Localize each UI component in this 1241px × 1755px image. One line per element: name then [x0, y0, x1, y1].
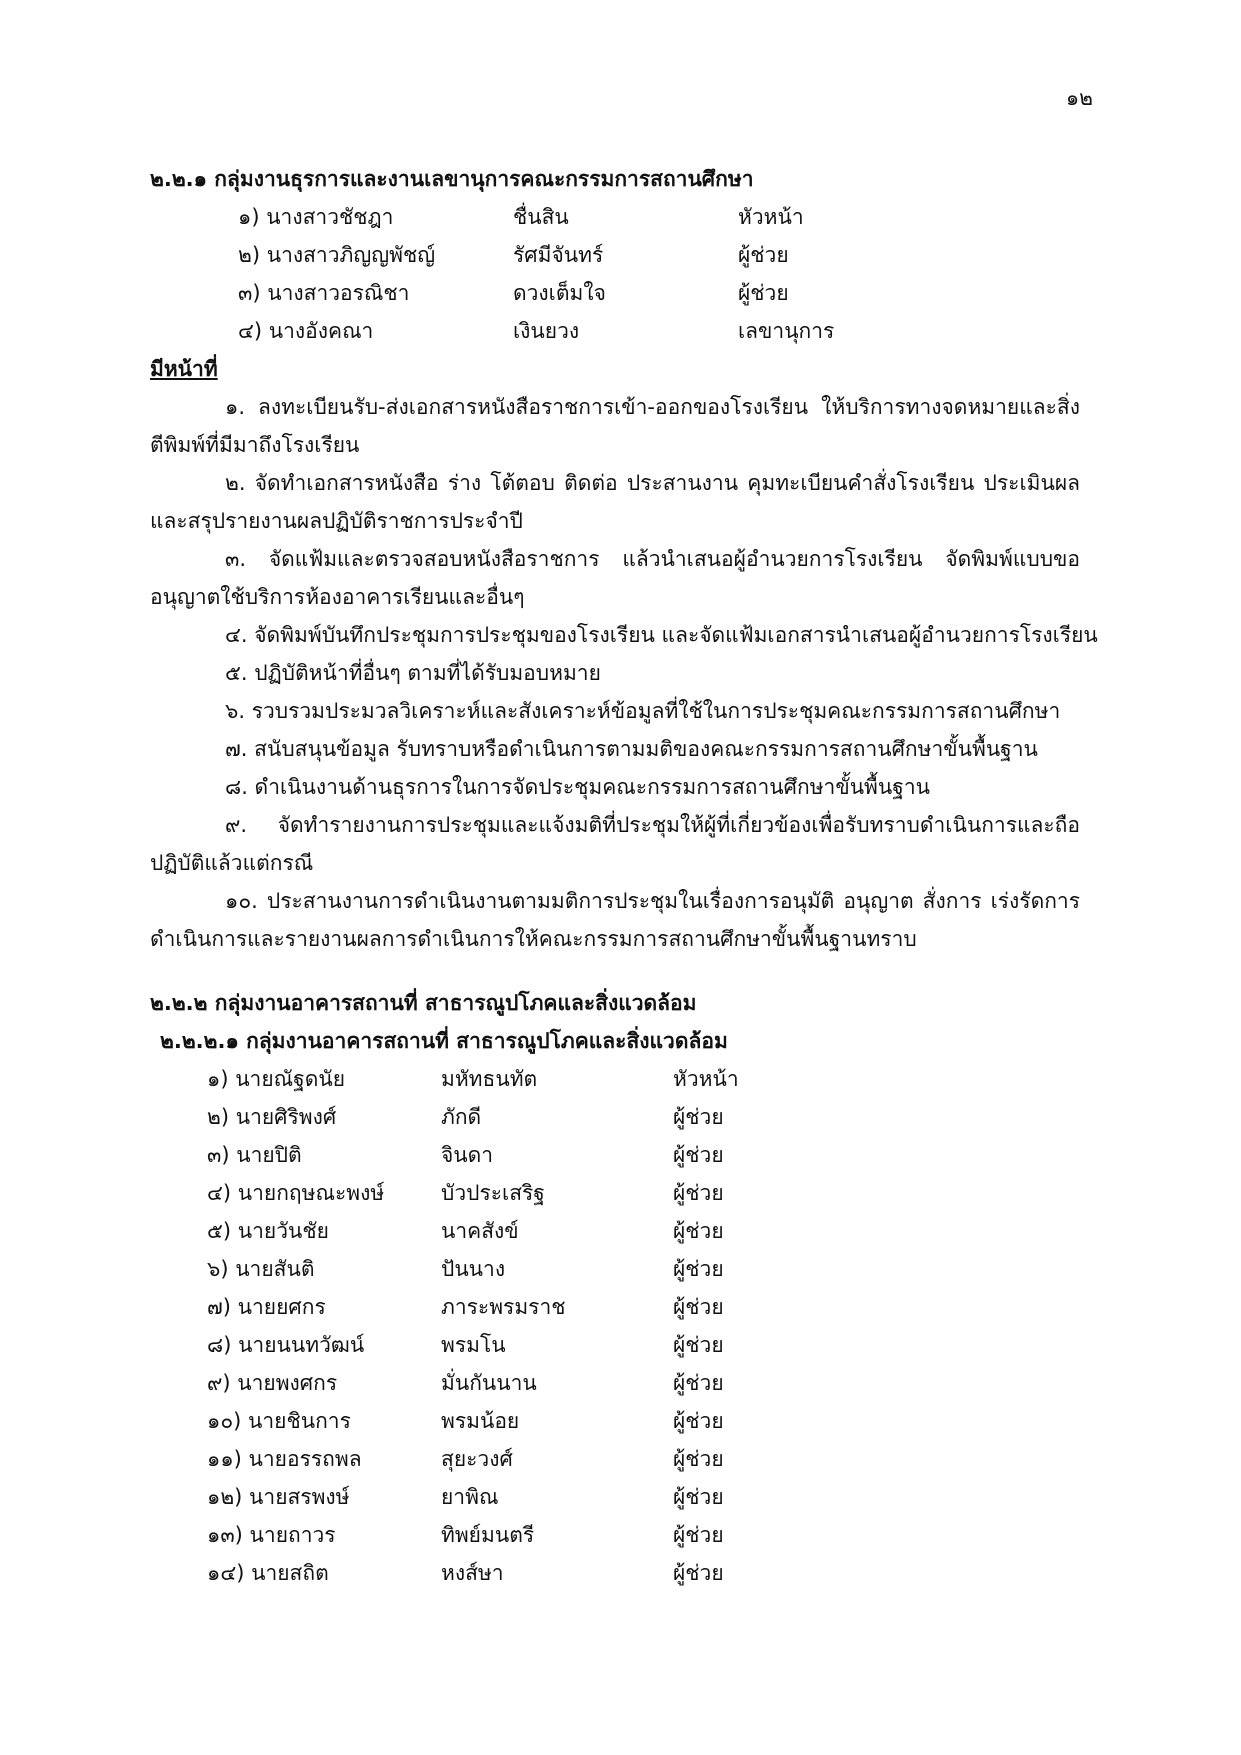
member-role: ผู้ช่วย [673, 1409, 724, 1433]
member-row [150, 1098, 1080, 1136]
member-name: ๑๓) นายถาวร [207, 1523, 336, 1547]
member-name: ๙) นายพงศกร [207, 1371, 338, 1395]
member-row [150, 1250, 1080, 1288]
member-surname: หงส์ษา [441, 1561, 504, 1585]
member-name: ๑) นางสาวชัชฎา [238, 205, 394, 229]
member-name: ๑๒) นายสรพงษ์ [207, 1485, 350, 1509]
duty-item: ๙. จัดทำรายงานการประชุมและแจ้งมติที่ประชุมให้ผู้ที่เกี่ยวข้องเพื่อรับทราบดำเนินการและถือปฏิบัติแล้วแต่กรณี [150, 813, 1080, 875]
member-surname: พรมน้อย [441, 1409, 520, 1433]
member-surname: สุยะวงศ์ [441, 1447, 513, 1471]
duties-list [150, 388, 1098, 958]
duty-item: ๒. จัดทำเอกสารหนังสือ ร่าง โต้ตอบ ติดต่อ ประสานงาน คุมทะเบียนคำสั่งโรงเรียน ประเมินผลและสรุปรายงานผลปฏิบัติราชการประจำปี [150, 471, 1080, 533]
member-name: ๒) นางสาวภิญญพัชญ์ [238, 243, 436, 267]
member-surname: ปันนาง [441, 1257, 506, 1281]
member-role: หัวหน้า [673, 1067, 739, 1091]
member-surname: ยาพิณ [441, 1485, 499, 1509]
duty-item: ๗. สนับสนุนข้อมูล รับทราบหรือดำเนินการตามมติของคณะกรรมการสถานศึกษาขั้นพื้นฐาน [225, 737, 1038, 761]
member-row [150, 1174, 1080, 1212]
member-row [150, 1554, 1080, 1592]
member-row [150, 198, 1080, 236]
member-role: ผู้ช่วย [673, 1295, 724, 1319]
member-role: ผู้ช่วย [673, 1257, 724, 1281]
member-name: ๓) นางสาวอรณิชา [238, 281, 410, 305]
member-surname: พรมโน [441, 1333, 506, 1357]
duty-item: ๓. จัดแฟ้มและตรวจสอบหนังสือราชการ แล้วนำเสนอผู้อำนวยการโรงเรียน จัดพิมพ์แบบขออนุญาตใช้บริการห้องอาคารเรียนและอื่นๆ [150, 547, 1080, 609]
member-row [150, 274, 1080, 312]
member-row [150, 1440, 1080, 1478]
member-row [150, 1478, 1080, 1516]
member-name: ๗) นายยศกร [207, 1295, 326, 1319]
section-2-heading: ๒.๒.๒ กลุ่มงานอาคารสถานที่ สาธารณูปโภคและสิ่งแวดล้อม [150, 991, 697, 1015]
member-row [150, 312, 1080, 350]
section-2-subheading: ๒.๒.๒.๑ กลุ่มงานอาคารสถานที่ สาธารณูปโภคและสิ่งแวดล้อม [160, 1029, 728, 1053]
member-name: ๓) นายปิติ [207, 1143, 302, 1167]
member-name: ๘) นายนนทวัฒน์ [207, 1333, 365, 1357]
member-name: ๔) นายกฤษณะพงษ์ [207, 1181, 385, 1205]
duties-heading: มีหน้าที่ [150, 357, 218, 381]
member-surname: เงินยวง [513, 319, 580, 343]
member-role: ผู้ช่วย [673, 1105, 724, 1129]
member-name: ๖) นายสันติ [207, 1257, 315, 1281]
section-spacer [150, 958, 1080, 984]
member-row [150, 1516, 1080, 1554]
member-role: ผู้ช่วย [673, 1181, 724, 1205]
member-row [150, 236, 1080, 274]
duty-item: ๘. ดำเนินงานด้านธุรการในการจัดประชุมคณะกรรมการสถานศึกษาขั้นพื้นฐาน [225, 775, 930, 799]
duty-item: ๔. จัดพิมพ์บันทึกประชุมการประชุมของโรงเรียน และจัดแฟ้มเอกสารนำเสนอผู้อำนวยการโรงเรียน [225, 623, 1098, 647]
member-row [150, 1288, 1080, 1326]
page-content [150, 160, 1098, 1592]
member-row [150, 1326, 1080, 1364]
member-role: ผู้ช่วย [673, 1523, 724, 1547]
member-role: ผู้ช่วย [673, 1561, 724, 1585]
member-row [150, 1060, 1080, 1098]
member-role: เลขานุการ [738, 319, 835, 343]
member-row [150, 1364, 1080, 1402]
member-role: ผู้ช่วย [738, 281, 789, 305]
member-surname: ชื่นสิน [513, 205, 569, 229]
member-row [150, 1136, 1080, 1174]
member-name: ๒) นายศิริพงศ์ [207, 1105, 337, 1129]
member-name: ๔) นางอังคณา [238, 319, 374, 343]
member-role: ผู้ช่วย [673, 1371, 724, 1395]
member-surname: จินดา [441, 1143, 494, 1167]
member-role: ผู้ช่วย [673, 1485, 724, 1509]
member-name: ๑๑) นายอรรถพล [207, 1447, 362, 1471]
member-role: ผู้ช่วย [673, 1447, 724, 1471]
page-number: ๑๒ [1065, 86, 1093, 110]
member-surname: มหัทธนทัต [441, 1067, 538, 1091]
member-surname: บัวประเสริฐ [441, 1181, 545, 1205]
member-role: ผู้ช่วย [673, 1219, 724, 1243]
member-name: ๑๐) นายชินการ [207, 1409, 351, 1433]
member-role: ผู้ช่วย [673, 1333, 724, 1357]
member-surname: ทิพย์มนตรี [441, 1523, 535, 1547]
member-name: ๑๔) นายสถิต [207, 1561, 329, 1585]
duty-item: ๕. ปฏิบัติหน้าที่อื่นๆ ตามที่ได้รับมอบหมาย [225, 661, 601, 685]
member-surname: มั่นกันนาน [441, 1371, 537, 1395]
member-surname: ภักดี [441, 1105, 482, 1129]
duty-item: ๖. รวบรวมประมวลวิเคราะห์และสังเคราะห์ข้อมูลที่ใช้ในการประชุมคณะกรรมการสถานศึกษา [225, 699, 1061, 723]
member-name: ๑) นายณัฐดนัย [207, 1067, 346, 1091]
member-role: ผู้ช่วย [673, 1143, 724, 1167]
member-surname: ดวงเต็มใจ [513, 281, 606, 305]
member-row [150, 1212, 1080, 1250]
member-surname: นาคสังข์ [441, 1219, 519, 1243]
section-1-heading: ๒.๒.๑ กลุ่มงานธุรการและงานเลขานุการคณะกรรมการสถานศึกษา [150, 167, 754, 191]
member-surname: รัศมีจันทร์ [513, 243, 604, 267]
member-role: หัวหน้า [738, 205, 804, 229]
section-1-member-list [150, 198, 1080, 350]
duty-item: ๑๐. ประสานงานการดำเนินงานตามมติการประชุมในเรื่องการอนุมัติ อนุญาต สั่งการ เร่งรัดการดำเนินการและรายงานผลการดำเนินการให้คณะกรรมการสถานศึกษาขั้นพื้นฐานทราบ [150, 889, 1080, 951]
member-name: ๕) นายวันชัย [207, 1219, 329, 1243]
section-2-member-list [150, 1060, 1080, 1592]
duty-item: ๑. ลงทะเบียนรับ-ส่งเอกสารหนังสือราชการเข้า-ออกของโรงเรียน ให้บริการทางจดหมายและสิ่งตีพิมพ์ที่มีมาถึงโรงเรียน [150, 395, 1080, 457]
member-row [150, 1402, 1080, 1440]
member-role: ผู้ช่วย [738, 243, 789, 267]
member-surname: ภาระพรมราช [441, 1295, 566, 1319]
